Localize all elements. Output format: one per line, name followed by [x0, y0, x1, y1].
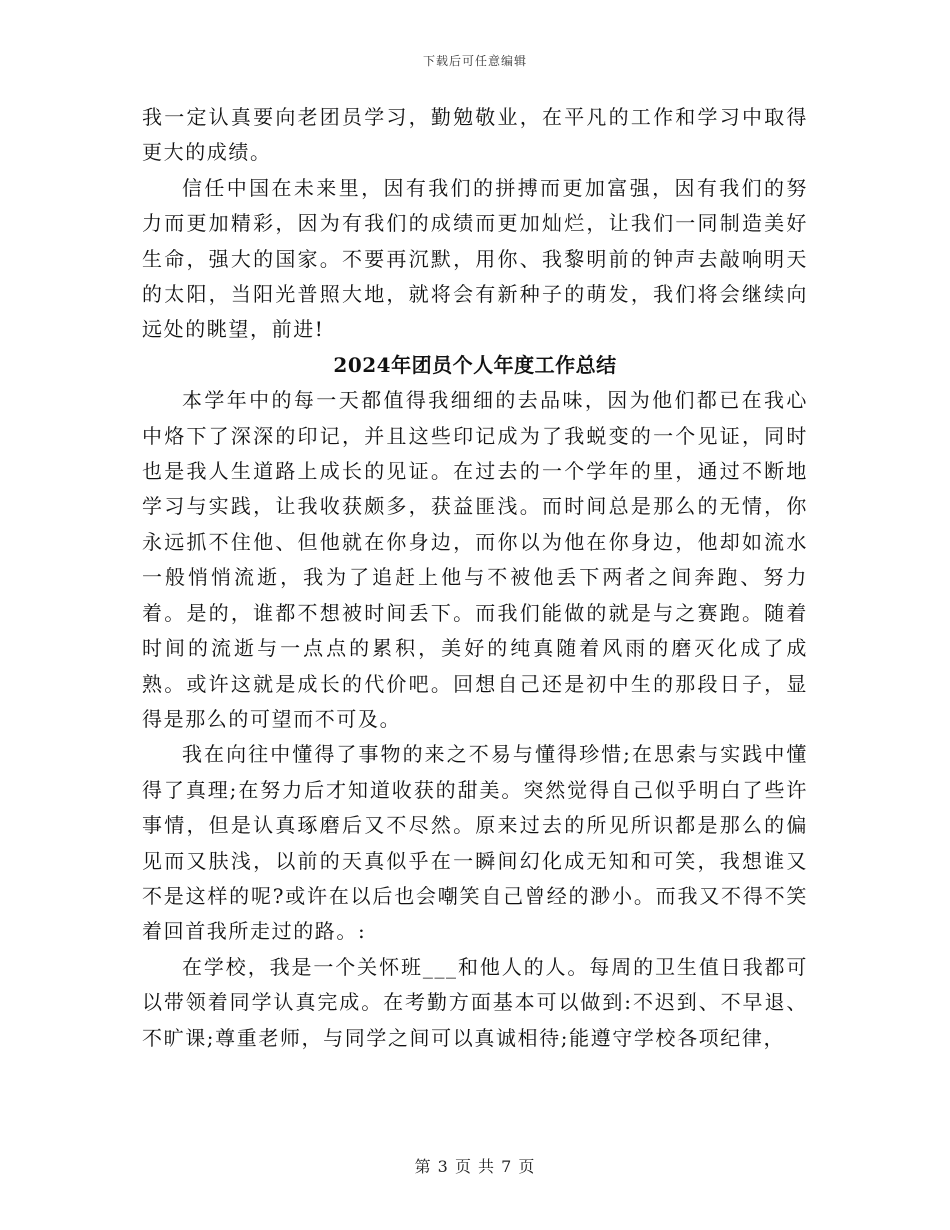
section-title: 2024年团员个人年度工作总结 [333, 352, 617, 377]
paragraph-2: 我在向往中懂得了事物的来之不易与懂得珍惜;在思索与实践中懂得了真理;在努力后才知道收获的甜美。突然觉得自己似乎明白了些许事情，但是认真琢磨后又不尽然。原来过去的所见所识都是那么的偏见而又肤浅，以前的天真似乎在一瞬间幻化成无知和可笑，我想谁又不是这样的呢?或许在以后也会嘲笑自己曾经的渺小。而我又不得不笑着回首我所走过的路。: [142, 742, 808, 944]
paragraph-1: 本学年中的每一天都值得我细细的去品味，因为他们都已在我心中烙下了深深的印记，并且这些印记成为了我蜕变的一个见证，同时也是我人生道路上成长的见证。在过去的一个学年的里，通过不断地学习与实践，让我收获颇多，获益匪浅。而时间总是那么的无情，你永远抓不住他、但他就在你身边，而你以为他在你身边，他却如流水一般悄悄流逝，我为了追赶上他与不被他丢下两者之间奔跑、努力着。是的，谁都不想被时间丢下。而我们能做的就是与之赛跑。随着时间的流逝与一点点的累积，美好的纯真随着风雨的磨灭化成了成熟。或许这就是成长的代价吧。回想自己还是初中生的那段日子，显得是那么的可望而不可及。 [142, 388, 808, 731]
page-number: 第 3 页 共 7 页 [414, 1157, 536, 1176]
paragraph-3: 在学校，我是一个关怀班___和他人的人。每周的卫生值日我都可以带领着同学认真完成。在考勤方面基本可以做到:不迟到、不早退、不旷课;尊重老师，与同学之间可以真诚相待;能遵守学校各项纪律， [142, 954, 808, 1050]
page-header-note: 下载后可任意编辑 [422, 54, 527, 68]
paragraph-closing: 信任中国在未来里，因有我们的拼搏而更加富强，因有我们的努力而更加精彩，因为有我们的成绩而更加灿烂，让我们一同制造美好生命，强大的国家。不要再沉默，用你、我黎明前的钟声去敲响明天的太阳，当阳光普照大地，就将会有新种子的萌发，我们将会继续向远处的眺望，前进! [142, 175, 808, 342]
document-body [142, 100, 808, 1056]
paragraph-continued: 我一定认真要向老团员学习，勤勉敬业，在平凡的工作和学习中取得更大的成绩。 [142, 105, 808, 165]
